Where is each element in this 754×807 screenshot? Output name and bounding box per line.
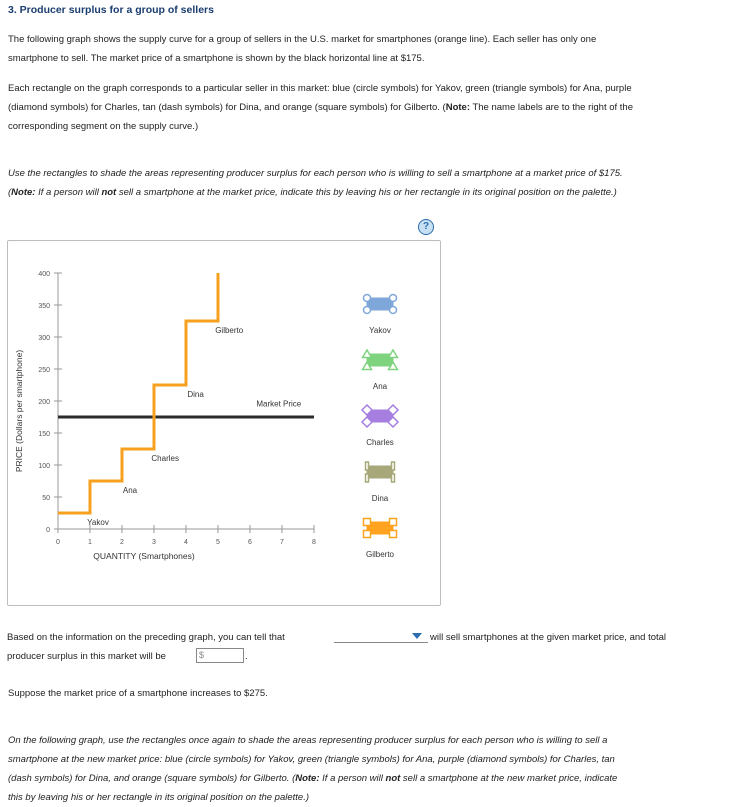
supply-label-charles: Charles <box>151 454 179 463</box>
palette-label-ana: Ana <box>372 382 388 391</box>
note-label: Note: <box>445 102 470 113</box>
dash-handle-icon[interactable] <box>366 462 369 470</box>
instruction-line: smartphone at the new market price: blue (circle symbols) for Yakov, green (triangle symbols) for Ana, purple (diamond symbols) for Charles, tan <box>8 754 615 765</box>
palette-rect-gilberto[interactable] <box>364 519 397 538</box>
x-tick-label: 7 <box>280 539 284 546</box>
x-tick-label: 0 <box>56 539 60 546</box>
circle-handle-icon[interactable] <box>364 295 371 302</box>
supply-chart <box>8 241 440 605</box>
intro-line: The following graph shows the supply curve for a group of sellers in the U.S. market for smartphones (orange line). Each seller has only one <box>8 34 597 45</box>
period: . <box>245 651 248 662</box>
x-tick-label: 2 <box>120 539 124 546</box>
supply-label-dina: Dina <box>187 390 204 399</box>
x-tick-label: 3 <box>152 539 156 546</box>
palette-rect-ana[interactable] <box>363 350 398 370</box>
help-icon[interactable]: ? <box>418 219 434 235</box>
y-tick-label: 150 <box>38 431 50 438</box>
y-tick-label: 350 <box>38 303 50 310</box>
x-tick-label: 5 <box>216 539 220 546</box>
note-label: Note: <box>11 187 36 198</box>
square-handle-icon[interactable] <box>390 531 397 538</box>
x-tick-label: 8 <box>312 539 316 546</box>
palette-rect-fill[interactable] <box>367 298 393 310</box>
instruction <box>8 164 746 202</box>
palette-label-charles: Charles <box>366 438 394 447</box>
y-tick-label: 0 <box>46 527 50 534</box>
palette-label-dina: Dina <box>371 494 389 503</box>
circle-handle-icon[interactable] <box>364 307 371 314</box>
intro-paragraph-1 <box>8 30 746 68</box>
y-tick-label: 300 <box>38 335 50 342</box>
square-handle-icon[interactable] <box>364 531 371 538</box>
instruction-text: (dash symbols) for Dina, and orange (square symbols) for Gilberto. ( <box>8 773 296 784</box>
instruction-line: Use the rectangles to shade the areas representing producer surplus for each person who is willing to sell a smartphone at a market price of $175. <box>8 168 623 179</box>
instruction-line: On the following graph, use the rectangles once again to shade the areas representing producer surplus for each person who is willing to sell a <box>8 735 608 746</box>
supply-label-ana: Ana <box>122 486 138 495</box>
graph-panel <box>7 240 441 606</box>
y-tick-label: 50 <box>42 495 50 502</box>
square-handle-icon[interactable] <box>390 519 397 526</box>
instruction-line <box>8 769 746 788</box>
part2-instruction <box>8 731 746 807</box>
y-tick-label: 100 <box>38 463 50 470</box>
instruction-text: If a person will <box>35 187 102 198</box>
question-title: 3. Producer surplus for a group of sellers <box>8 4 214 16</box>
supply-label-gilberto: Gilberto <box>215 326 244 335</box>
intro-text: The name labels are to the right of the <box>469 102 633 113</box>
supply-label-market-price: Market Price <box>256 399 302 409</box>
dash-handle-icon[interactable] <box>392 474 395 482</box>
x-axis-title: QUANTITY (Smartphones) <box>93 551 195 561</box>
instruction-text: ( <box>8 187 12 198</box>
x-tick-label: 6 <box>248 539 252 546</box>
question-text: will sell smartphones at the given market price, and total <box>430 632 667 643</box>
instruction-line: this by leaving his or her rectangle in its original position on the palette.) <box>8 792 310 803</box>
palette-label-yakov: Yakov <box>369 326 391 335</box>
palette-rect-yakov[interactable] <box>364 295 397 314</box>
price-increase-text: Suppose the market price of a smartphone increases to $275. <box>8 688 268 699</box>
note-label: Note: <box>295 773 320 784</box>
not-emphasis: not <box>385 773 401 784</box>
intro-text: (diamond symbols) for Charles, tan (dash symbols) for Dina, and orange (square symbols) for Gilberto. ( <box>8 102 446 113</box>
question-text: producer surplus in this market will be <box>7 651 166 662</box>
intro-line: smartphone to sell. The market price of a smartphone is shown by the black horizontal line at $175. <box>8 53 425 64</box>
x-tick-label: 1 <box>88 539 92 546</box>
chevron-down-icon[interactable] <box>412 633 422 639</box>
not-emphasis: not <box>101 187 117 198</box>
question-block <box>7 628 285 647</box>
y-tick-label: 250 <box>38 367 50 374</box>
instruction-text: sell a smartphone at the market price, indicate this by leaving his or her rectangle in its original position on the palette.) <box>116 187 617 198</box>
instruction-line <box>8 183 746 202</box>
supply-label-yakov: Yakov <box>87 518 109 527</box>
question-text: Based on the information on the preceding graph, you can tell that <box>7 632 285 643</box>
instruction-text: sell a smartphone at the new market price, indicate <box>400 773 618 784</box>
intro-line: corresponding segment on the supply curve.) <box>8 121 199 132</box>
intro-paragraph-2 <box>8 79 746 136</box>
intro-line: Each rectangle on the graph corresponds to a particular seller in this market: blue (circle symbols) for Yakov, green (triangle symbols) for Ana, purple <box>8 83 632 94</box>
sellers-dropdown[interactable] <box>334 629 428 643</box>
y-tick-label: 400 <box>38 271 50 278</box>
surplus-input[interactable]: $ <box>196 648 244 663</box>
y-tick-label: 200 <box>38 399 50 406</box>
intro-line <box>8 98 746 117</box>
dash-handle-icon[interactable] <box>392 462 395 470</box>
x-tick-label: 4 <box>184 539 188 546</box>
circle-handle-icon[interactable] <box>390 295 397 302</box>
palette-rect-dina[interactable] <box>366 462 395 482</box>
palette-rect-charles[interactable] <box>362 405 398 427</box>
y-axis-title: PRICE (Dollars per smartphone) <box>14 349 24 473</box>
instruction-text: If a person will <box>319 773 386 784</box>
dash-handle-icon[interactable] <box>366 474 369 482</box>
circle-handle-icon[interactable] <box>390 307 397 314</box>
palette-rect-fill[interactable] <box>367 466 393 478</box>
palette-label-gilberto: Gilberto <box>365 550 395 559</box>
square-handle-icon[interactable] <box>364 519 371 526</box>
